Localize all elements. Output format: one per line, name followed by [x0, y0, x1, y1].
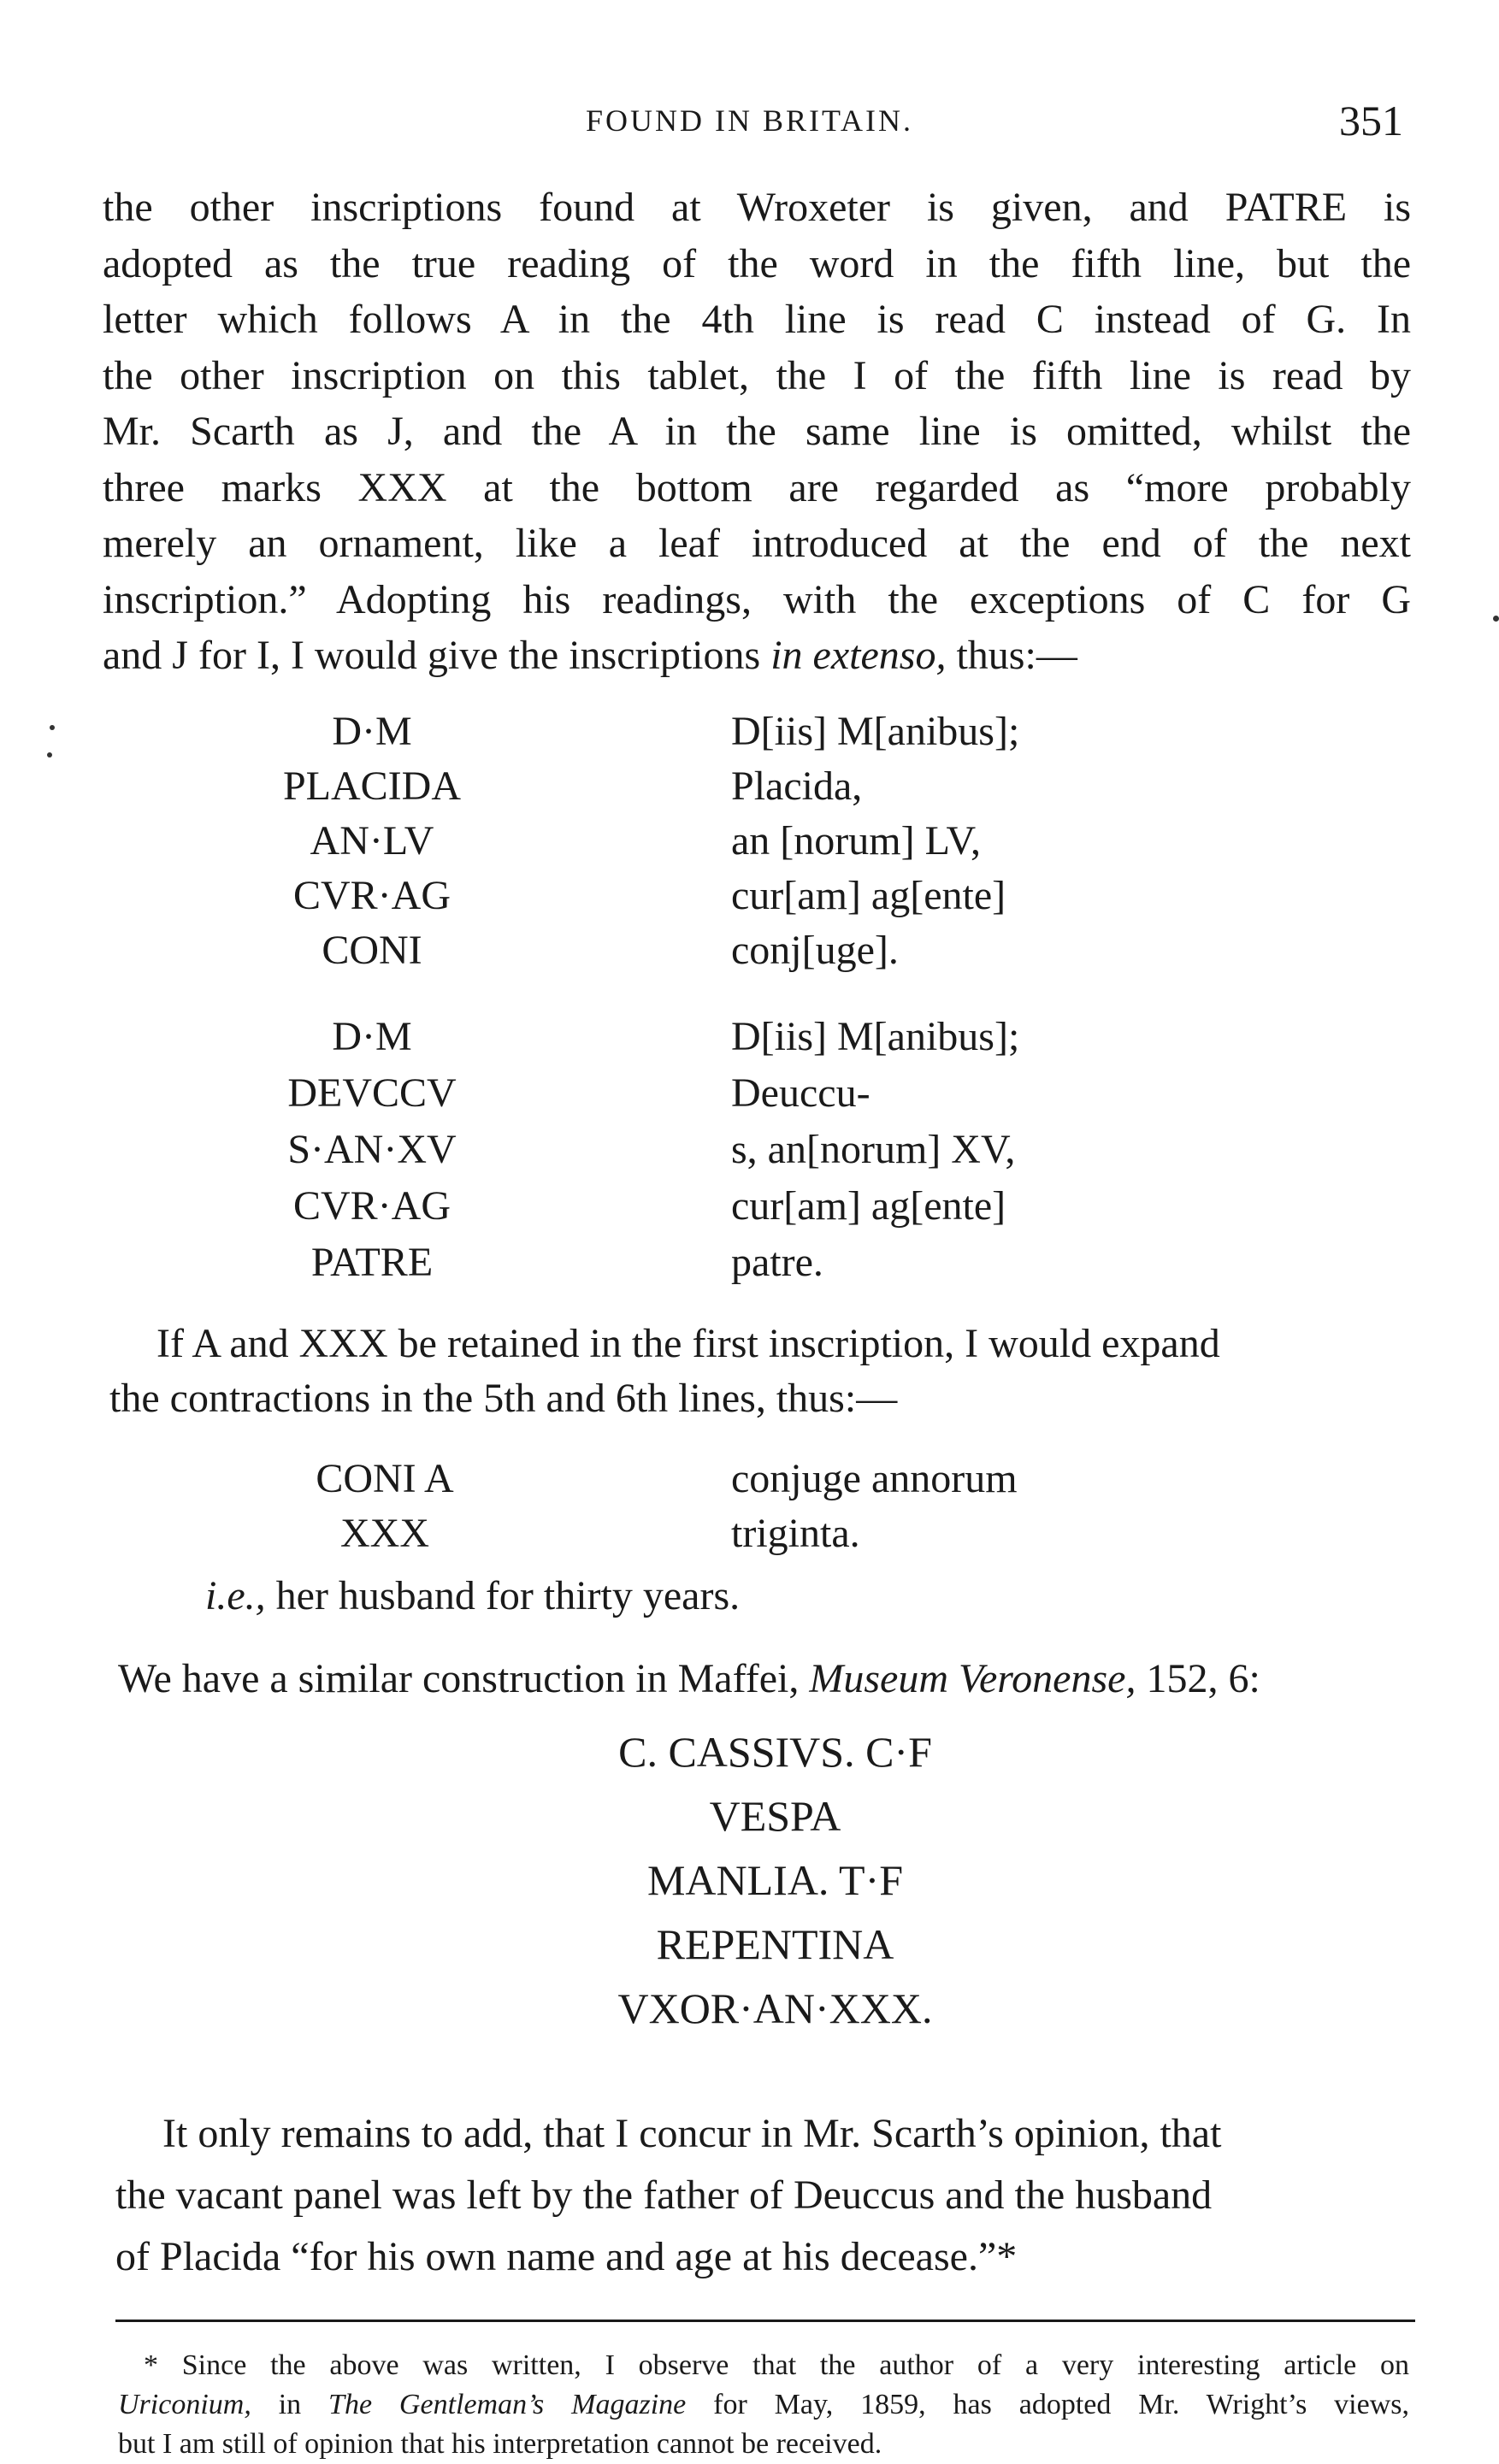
expansion-table	[0, 1455, 1499, 1565]
page-number: 351	[1339, 97, 1403, 144]
running-title: FOUND IN BRITAIN.	[585, 103, 914, 138]
inscription-line: C. CASSIVS. C·F	[618, 1728, 932, 1776]
speck	[50, 725, 55, 730]
expanded-text: Deuccu-	[731, 1070, 870, 1116]
ie-line: i.e., her husband for thirty years.	[205, 1573, 741, 1618]
italic-phrase: Museum Veronense,	[809, 1656, 1136, 1701]
inscription-row	[0, 927, 1499, 981]
footnote-line: * Since the above was written, I observe that the author of a very interesting article on	[144, 2349, 1409, 2381]
expanded-text: cur[am] ag[ente]	[731, 1183, 1006, 1229]
latin-text: CONI A	[316, 1456, 454, 1501]
paragraph-line: If A and XXX be retained in the first inscription, I would expand	[156, 1321, 1220, 1366]
italic-phrase: in extenso,	[770, 633, 947, 678]
paragraph-line: Mr. Scarth as J, and the A in the same line is omitted, whilst the	[103, 409, 1411, 454]
inscription-line: VXOR·AN·XXX.	[617, 1984, 933, 2032]
expanded-text: an [norum] LV,	[731, 818, 981, 864]
maffei-reference: We have a similar construction in Maffei, Museum Veronense, 152, 6:	[118, 1656, 1260, 1701]
inscription-placida	[0, 708, 1499, 981]
latin-text: XXX	[340, 1511, 429, 1556]
expanded-text: D[iis] M[anibus];	[731, 1014, 1020, 1059]
paragraph-line: the other inscription on this tablet, the I of the fifth line is read by	[103, 352, 1411, 398]
expanded-text: patre.	[731, 1240, 823, 1285]
running-head	[0, 96, 1499, 147]
expanded-text: triginta.	[731, 1511, 860, 1556]
expanded-text: conj[uge].	[731, 928, 899, 973]
latin-text: PLACIDA	[282, 763, 461, 809]
latin-text: D·M	[332, 1014, 412, 1059]
latin-text: D·M	[332, 709, 412, 754]
paragraph-line: the vacant panel was left by the father of Deuccus and the husband	[115, 2172, 1213, 2218]
latin-text: CONI	[322, 928, 422, 973]
closing-paragraph	[115, 2103, 1415, 2288]
expansion-intro	[109, 1317, 1409, 1426]
expanded-text: D[iis] M[anibus];	[731, 709, 1020, 754]
footnote-line: Uriconium, in The Gentleman’s Magazine for May, 1859, has adopted Mr. Wright’s views,	[118, 2389, 1409, 2420]
expanded-text: conjuge annorum	[731, 1456, 1018, 1501]
inscription-line: REPENTINA	[656, 1920, 894, 1968]
italic-phrase: i.e.,	[205, 1573, 266, 1618]
inscription-row	[0, 1126, 1499, 1182]
speck	[1493, 616, 1499, 622]
latin-text: S·AN·XV	[287, 1127, 457, 1172]
paragraph-line: and J for I, I would give the inscriptions in extenso, thus:—	[103, 633, 1077, 678]
inscription-row	[0, 1070, 1499, 1126]
paragraph-line: three marks XXX at the bottom are regarded as “more probably	[103, 464, 1411, 510]
inscription-row	[0, 708, 1499, 763]
expanded-text: s, an[norum] XV,	[731, 1127, 1016, 1172]
maffei-inscription	[0, 1720, 1499, 2041]
footnote-rule	[115, 2320, 1415, 2322]
paragraph-line: of Placida “for his own name and age at his decease.”*	[115, 2234, 1018, 2279]
paragraph-line: the other inscriptions found at Wroxeter is given, and PATRE is	[103, 185, 1411, 230]
paragraph-line: inscription.” Adopting his readings, with the exceptions of C for G	[103, 576, 1411, 622]
paragraph-line: the contractions in the 5th and 6th lines, thus:—	[109, 1376, 898, 1421]
inscription-row	[0, 1013, 1499, 1070]
inscription-row	[0, 1455, 1499, 1510]
inscription-deuccus	[0, 1013, 1499, 1295]
latin-text: AN·LV	[310, 818, 434, 864]
expanded-text: Placida,	[731, 763, 863, 809]
opening-paragraph	[103, 180, 1411, 684]
footnote	[118, 2346, 1409, 2464]
speck	[47, 752, 52, 757]
inscription-row	[0, 817, 1499, 872]
latin-text: PATRE	[310, 1240, 434, 1285]
paragraph-line: adopted as the true reading of the word in the fifth line, but the	[103, 240, 1411, 286]
inscription-row	[0, 763, 1499, 817]
latin-text: CVR·AG	[292, 1183, 451, 1229]
paragraph-line: It only remains to add, that I concur in Mr. Scarth’s opinion, that	[162, 2111, 1222, 2156]
paragraph-line: letter which follows A in the 4th line is read C instead of G. In	[103, 297, 1411, 342]
expanded-text: cur[am] ag[ente]	[731, 873, 1006, 918]
inscription-line: VESPA	[709, 1792, 841, 1840]
latin-text: DEVCCV	[287, 1070, 457, 1116]
inscription-line: MANLIA. T·F	[646, 1856, 904, 1904]
inscription-row	[0, 872, 1499, 927]
inscription-row	[0, 1239, 1499, 1295]
paragraph-line: merely an ornament, like a leaf introduced at the end of the next	[103, 521, 1411, 566]
footnote-line: but I am still of opinion that his interpretation cannot be received.	[118, 2428, 882, 2460]
latin-text: CVR·AG	[292, 873, 451, 918]
inscription-row	[0, 1510, 1499, 1565]
inscription-row	[0, 1182, 1499, 1239]
